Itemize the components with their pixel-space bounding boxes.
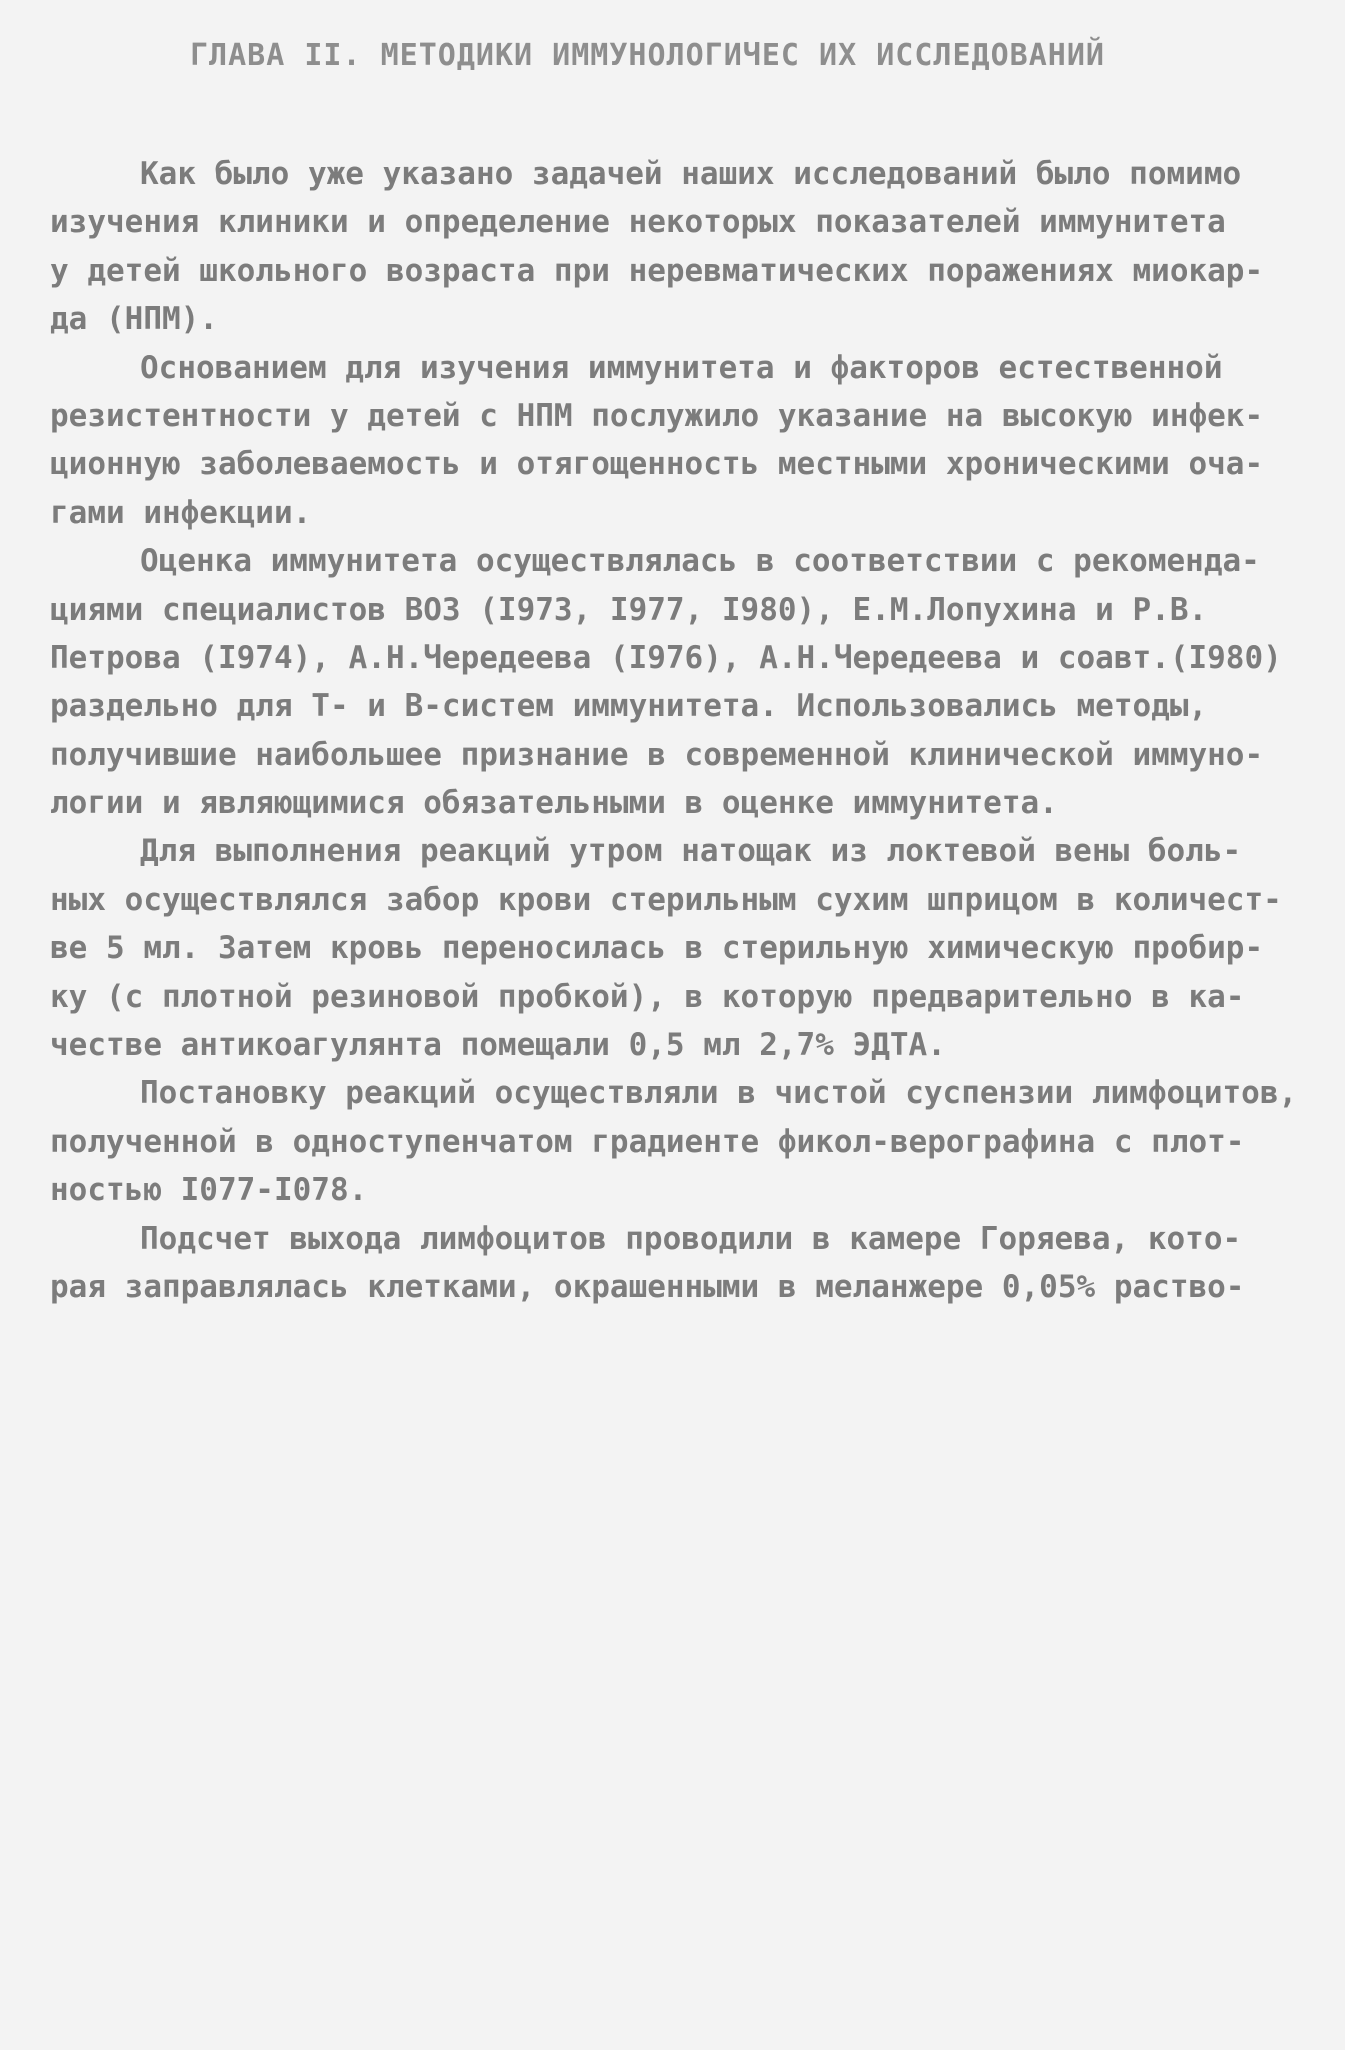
text-line: Для выполнения реакций утром натощак из локтевой вены боль- xyxy=(140,833,1242,870)
paragraph xyxy=(50,1069,1305,1214)
text-line: Петрова (I974), А.Н.Чередеева (I976), А.Н.Чередеева и соавт.(I980) xyxy=(50,639,1282,676)
text-line: логии и являющимися обязательными в оценке иммунитета. xyxy=(50,785,1058,822)
text-line: Как было уже указано задачей наших исследований было помимо xyxy=(140,156,1242,192)
text-line: да (НПМ). xyxy=(50,301,218,338)
text-line: Оценка иммунитета осуществлялась в соответствии с рекоменда- xyxy=(140,543,1260,580)
text-line: изучения клиники и определение некоторых показателей иммунитета xyxy=(50,204,1226,241)
text-line: ностью I077-I078. xyxy=(50,1172,368,1209)
text-line: у детей школьного возраста при неревматических поражениях миокар- xyxy=(50,252,1264,289)
text-line: циями специалистов ВОЗ (I973, I977, I980), Е.М.Лопухина и Р.В. xyxy=(50,591,1208,628)
text-line: ционную заболеваемость и отягощенность местными хроническими оча- xyxy=(50,446,1264,483)
paragraph xyxy=(50,827,1305,1069)
paragraph xyxy=(50,1215,1305,1312)
document-body xyxy=(50,150,1305,1311)
paragraph xyxy=(50,150,1305,344)
text-line: ку (с плотной резиновой пробкой), в которую предварительно в ка- xyxy=(50,978,1245,1015)
text-line: рая заправлялась клетками, окрашенными в меланжере 0,05% раство- xyxy=(50,1268,1245,1305)
text-line: Подсчет выхода лимфоцитов проводили в камере Горяева, кото- xyxy=(140,1220,1242,1257)
paragraph xyxy=(50,344,1305,538)
text-line: Постановку реакций осуществляли в чистой суспензии лимфоцитов, xyxy=(140,1075,1298,1112)
text-line: гами инфекции. xyxy=(50,494,312,531)
paragraph xyxy=(50,537,1305,827)
text-line: резистентности у детей с НПМ послужило указание на высокую инфек- xyxy=(50,397,1264,434)
text-line: получившие наибольшее признание в современной клинической иммуно- xyxy=(50,736,1264,773)
text-line: Основанием для изучения иммунитета и факторов естественной xyxy=(140,349,1223,386)
chapter-heading: ГЛАВА II. МЕТОДИКИ ИММУНОЛОГИЧЕС ИХ ИССЛЕДОВАНИЙ xyxy=(190,38,1105,73)
text-line: раздельно для Т- и В-систем иммунитета. Использовались методы, xyxy=(50,688,1208,725)
text-line: ных осуществлялся забор крови стерильным сухим шприцом в количест- xyxy=(50,881,1282,918)
text-line: честве антикоагулянта помещали 0,5 мл 2,7% ЭДТА. xyxy=(50,1027,946,1064)
text-line: полученной в одноступенчатом градиенте фикол-верографина с плот- xyxy=(50,1123,1245,1160)
text-line: ве 5 мл. Затем кровь переносилась в стерильную химическую пробир- xyxy=(50,930,1264,967)
